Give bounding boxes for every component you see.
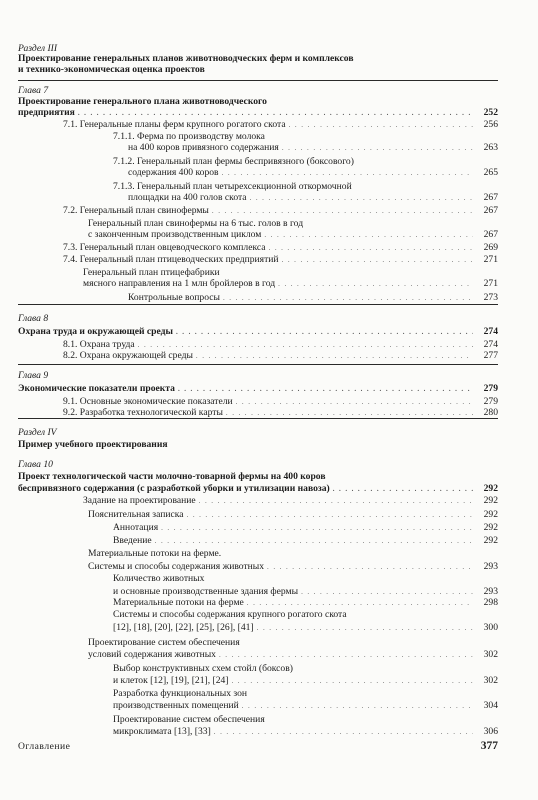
page-footer: [18, 740, 498, 756]
toc-entry-title: Охрана труда и окружающей среды: [18, 326, 173, 337]
toc-entry-title: 7.1.3. Генеральный план четырехсекционной откормочной: [113, 181, 352, 192]
dot-leader: [250, 191, 473, 205]
toc-entry-title: 9.2. Разработка технологической карты: [63, 407, 223, 418]
toc-entry-title: Проектирование систем обеспечения: [88, 637, 240, 648]
toc-entry: [18, 534, 498, 548]
toc-entry-title: 7.4. Генеральный план птицеводческих предприятий: [63, 254, 279, 265]
toc-entry: [18, 277, 498, 291]
toc-entry-page: 279: [483, 396, 498, 407]
dot-leader: [222, 166, 473, 180]
toc-entry: [18, 547, 498, 561]
toc-entry-page: 302: [483, 675, 498, 686]
toc-entry-title: с законченным производственным циклом: [88, 229, 262, 240]
toc-entry-page: 256: [483, 119, 498, 130]
toc-entry-title: Глава 8: [18, 313, 49, 324]
dot-leader: [176, 325, 473, 339]
toc-entry-page: 292: [483, 509, 498, 520]
toc-entry-page: 263: [483, 142, 498, 153]
toc-entry-title: и основные производственные здания фермы: [113, 586, 299, 597]
toc-entry-title: и клеток [12], [19], [21], [24]: [113, 675, 229, 686]
toc-entry: [18, 382, 498, 396]
toc-entry-title: Материальные потоки на ферме.: [88, 548, 222, 559]
toc-entry-page: 293: [483, 586, 498, 597]
toc-entry-title: 7.1. Генеральные планы ферм крупного рогатого скота: [63, 119, 286, 130]
footer-section-name: Оглавление: [18, 741, 71, 752]
dot-leader: [278, 277, 473, 291]
toc-entry-title: Глава 9: [18, 370, 49, 381]
dot-leader: [187, 508, 473, 522]
toc-entry-page: 273: [483, 292, 498, 303]
toc-entry-title: Экономические показатели проекта: [18, 383, 175, 394]
toc-entry-title: 7.2. Генеральный план свинофермы: [63, 205, 209, 216]
toc-entry-page: 298: [483, 597, 498, 608]
toc-entry: [18, 725, 498, 739]
toc-entry-title: Проектирование систем обеспечения: [113, 714, 265, 725]
toc-entry-title: Проектирование генеральных планов животноводческих ферм и комплексов: [18, 53, 354, 64]
dot-leader: [282, 253, 473, 267]
toc-entry-page: 292: [483, 535, 498, 546]
toc-entry-page: 292: [483, 495, 498, 506]
toc-entry-title: Пример учебного проектирования: [18, 439, 168, 450]
footer-page-number: 377: [480, 740, 498, 752]
toc-entry-page: 267: [483, 229, 498, 240]
toc-entry-title: [12], [18], [20], [22], [25], [26], [41]: [113, 622, 254, 633]
toc-entry-page: 265: [483, 167, 498, 178]
dot-leader: [196, 349, 473, 363]
toc-entry: [18, 699, 498, 713]
dot-leader: [199, 494, 473, 508]
toc-entry-page: 306: [483, 726, 498, 737]
toc-entry: [18, 608, 498, 622]
toc-entry-title: содержания 400 коров: [128, 167, 219, 178]
toc-entry-title: 7.3. Генеральный план овцеводческого комплекса: [63, 242, 266, 253]
toc-entry-page: 274: [483, 326, 498, 337]
toc-entry: [18, 438, 498, 452]
dot-leader: [226, 406, 473, 420]
toc-entry-page: 279: [483, 383, 498, 394]
toc-entry: [18, 349, 498, 363]
toc-entry: [18, 253, 498, 267]
dot-leader: [282, 141, 473, 155]
toc-entry-page: 292: [483, 522, 498, 533]
toc-entry: [18, 494, 498, 508]
section-rule: [18, 364, 498, 365]
toc-entry-title: Генеральный план птицефабрики: [83, 267, 220, 278]
toc-entry-title: Раздел IV: [18, 427, 57, 438]
dot-leader: [223, 291, 473, 305]
dot-leader: [212, 204, 473, 218]
toc-entry-title: беспривязного содержания (с разработкой уборки и утилизации навоза): [18, 483, 330, 494]
toc-entry-title: 9.1. Основные экономические показатели: [63, 396, 233, 407]
dot-leader: [155, 534, 473, 548]
toc-entry-title: Разработка функциональных зон: [113, 688, 248, 699]
toc-entry: [18, 521, 498, 535]
toc-entry-title: Системы и способы содержания животных: [88, 561, 265, 572]
dot-leader: [214, 725, 473, 739]
toc-entry-page: 271: [483, 278, 498, 289]
toc-entry-title: условий содержания животных: [88, 649, 216, 660]
toc-entry: [18, 141, 498, 155]
toc-entry: [18, 674, 498, 688]
toc-entry: [18, 406, 498, 420]
toc-entry-title: Проект технологической части молочно-товарной фермы на 400 коров: [18, 471, 326, 482]
toc-entry-page: 269: [483, 242, 498, 253]
toc-heading-label: [18, 369, 498, 383]
toc-entry-page: 271: [483, 254, 498, 265]
toc-entry: [18, 291, 498, 305]
toc-entry-page: 304: [483, 700, 498, 711]
toc-entry-title: 8.1. Охрана труда: [63, 339, 135, 350]
toc-entry-title: Генеральный план свинофермы на 6 тыс. голов в год: [88, 218, 304, 229]
toc-entry-title: Глава 7: [18, 85, 49, 96]
dot-leader: [257, 621, 473, 635]
toc-entry-title: Материальные потоки на ферме: [113, 597, 244, 608]
toc-entry-title: 7.1.1. Ферма по производству молока: [113, 131, 265, 142]
toc-entry-title: Раздел III: [18, 43, 58, 54]
toc-entry-title: Контрольные вопросы: [128, 292, 220, 303]
toc-entry-title: Проектирование генерального плана животноводческого: [18, 96, 267, 107]
toc-entry-title: микроклимата [13], [33]: [113, 726, 211, 737]
toc-entry: [18, 166, 498, 180]
toc-entry-page: 252: [483, 107, 498, 118]
toc-entry-page: 292: [483, 483, 498, 494]
toc-entry-page: 274: [483, 339, 498, 350]
toc-entry-title: Пояснительная записка: [88, 509, 184, 520]
toc-entry-title: Введение: [113, 535, 152, 546]
toc-entry: [18, 228, 498, 242]
toc-entry-title: Выбор конструктивных схем стойл (боксов): [113, 663, 293, 674]
toc-entry-title: Задание на проектирование: [83, 495, 196, 506]
toc-entry-title: 8.2. Охрана окружающей среды: [63, 350, 193, 361]
dot-leader: [232, 674, 474, 688]
toc-entry-page: 267: [483, 192, 498, 203]
dot-leader: [264, 228, 473, 242]
toc-entry-title: на 400 коров привязного содержания: [128, 142, 279, 153]
dot-leader: [161, 521, 473, 535]
toc-entry: [18, 325, 498, 339]
toc-entry-title: Системы и способы содержания крупного рогатого скота: [113, 609, 347, 620]
toc-entry: [18, 648, 498, 662]
toc-entry-title: производственных помещений: [113, 700, 239, 711]
toc-entry: [18, 191, 498, 205]
toc-entry-title: Глава 10: [18, 459, 53, 470]
toc-entry-page: 277: [483, 350, 498, 361]
toc-entry: [18, 621, 498, 635]
dot-leader: [219, 648, 473, 662]
toc-entry-title: и технико-экономическая оценка проектов: [18, 64, 205, 75]
toc-entry: [18, 63, 498, 77]
toc-entry: [18, 204, 498, 218]
toc-entry-title: Аннотация: [113, 522, 159, 533]
toc-heading-label: [18, 312, 498, 326]
toc-entry-page: 293: [483, 561, 498, 572]
section-rule: [18, 80, 498, 81]
toc-entry: [18, 572, 498, 586]
toc-entry-page: 302: [483, 649, 498, 660]
toc-entry-title: мясного направления на 1 млн бройлеров в год: [83, 278, 276, 289]
dot-leader: [178, 382, 473, 396]
dot-leader: [242, 699, 473, 713]
toc-entry-page: 280: [483, 407, 498, 418]
toc-entry: [18, 508, 498, 522]
toc-entry-title: 7.1.2. Генеральный план фермы беспривязного (боксового): [113, 156, 354, 167]
toc-entry-page: 300: [483, 622, 498, 633]
toc-entry-page: 267: [483, 205, 498, 216]
toc-entry-title: предприятия: [18, 107, 75, 118]
toc-entry-title: площадки на 400 голов скота: [128, 192, 247, 203]
toc-entry-title: Количество животных: [113, 573, 205, 584]
